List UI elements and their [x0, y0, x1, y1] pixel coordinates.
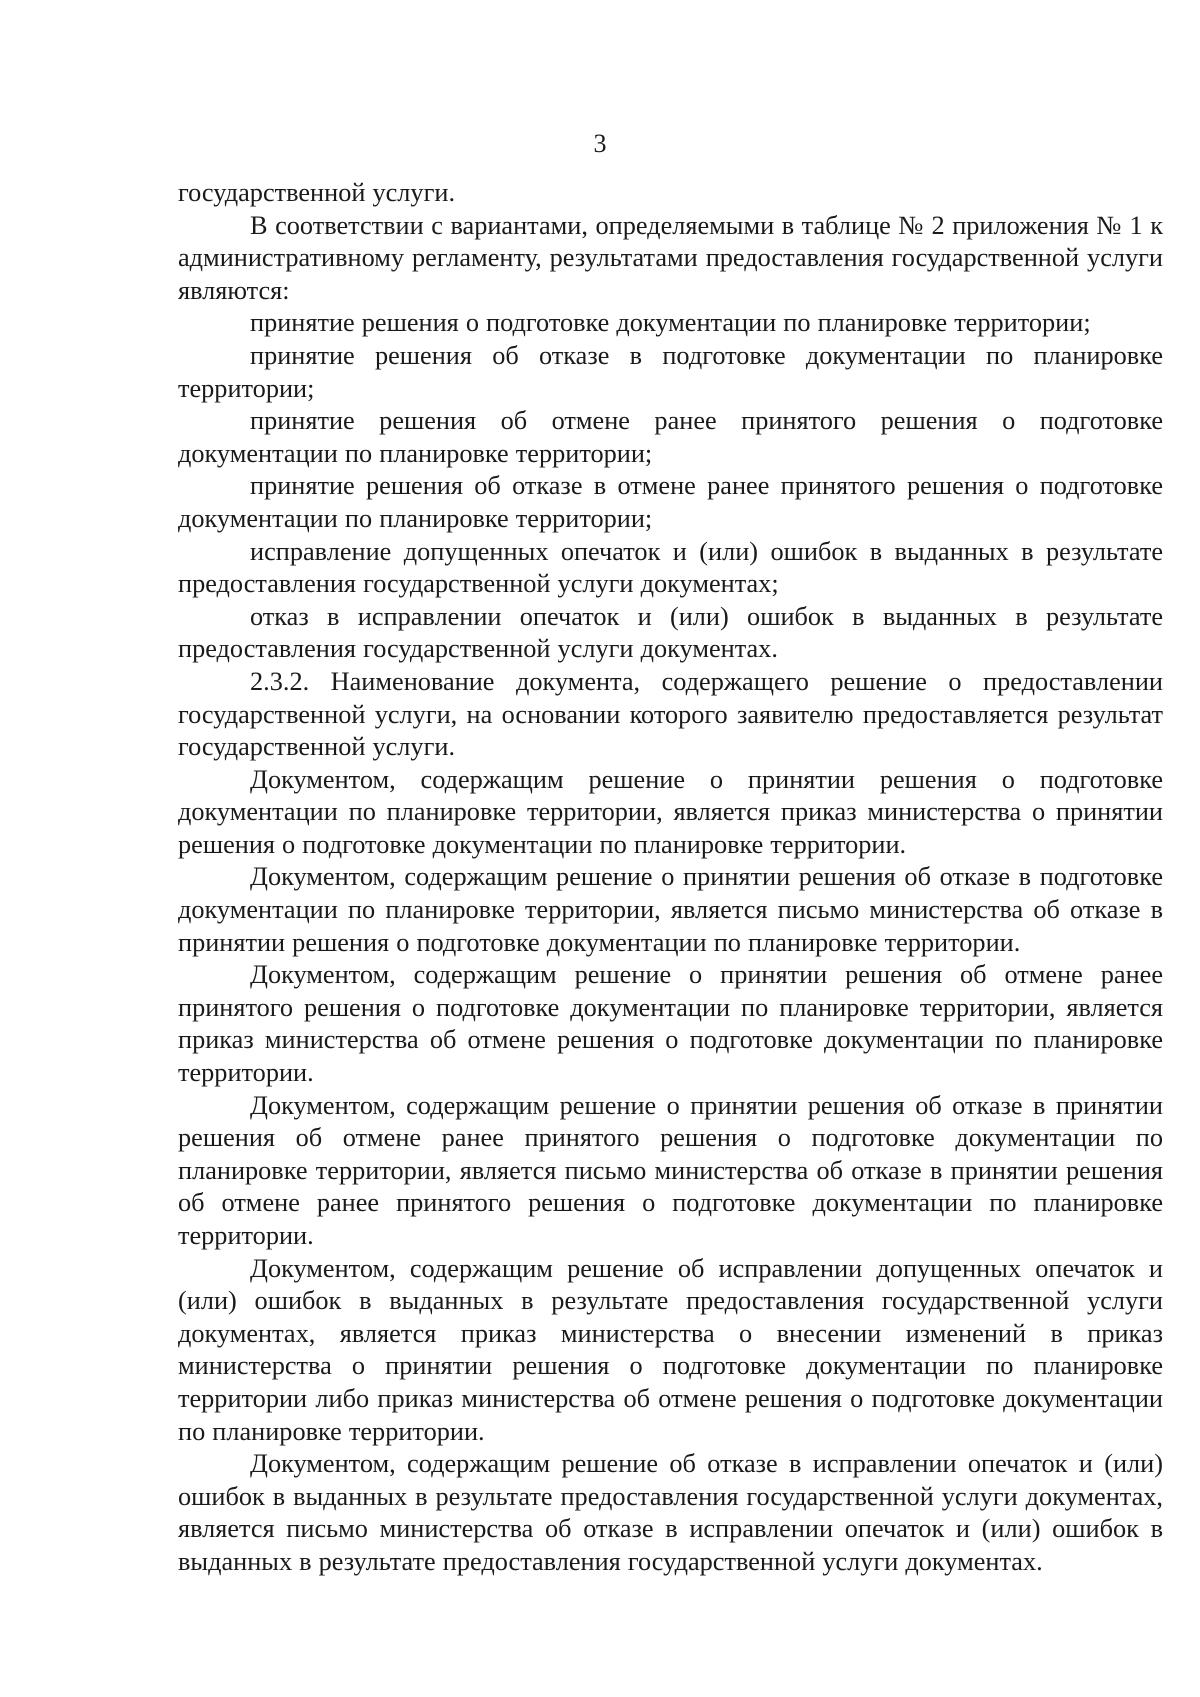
section-heading-paragraph: 2.3.2. Наименование документа, содержащего решение о предоставлении государственной услуги, на основании которого заявителю предоставляется результат государственной услуги.	[178, 666, 1163, 762]
list-item: принятие решения об отказе в подготовке документации по планировке территории;	[178, 340, 1163, 403]
list-item: отказ в исправлении опечаток и (или) ошибок в выданных в результате предоставления государственной услуги документах.	[178, 601, 1163, 664]
list-item: исправление допущенных опечаток и (или) ошибок в выданных в результате предоставления государственной услуги документах;	[178, 536, 1163, 599]
paragraph: государственной услуги.	[178, 178, 456, 207]
paragraph: Документом, содержащим решение о принятии решения об отказе в подготовке документации по планировке территории, является письмо министерства об отказе в принятии решения о подготовке документации по планировке территории.	[178, 862, 1163, 957]
paragraph: Документом, содержащим решение об отказе в исправлении опечаток и (или) ошибок в выданных в результате предоставления государственной услуги документах, является письмо министерства об отказе в исправлении опечаток и (или) ошибок в выданных в результате предоставления государственной услуги документах.	[178, 1449, 1163, 1576]
page-number: 3	[593, 129, 607, 158]
list-item: принятие решения о подготовке документации по планировке территории;	[250, 308, 1091, 338]
document-body	[178, 177, 1163, 1579]
paragraph: Документом, содержащим решение о принятии решения об отмене ранее принятого решения о подготовке документации по планировке территории, является приказ министерства об отмене решения о подготовке документации по планировке территории.	[178, 960, 1163, 1088]
list-item: принятие решения об отказе в отмене ранее принятого решения о подготовке документации по планировке территории;	[178, 471, 1163, 533]
paragraph: Документом, содержащим решение о принятии решения о подготовке документации по планировке территории, является приказ министерства о принятии решения о подготовке документации по планировке территории.	[178, 764, 1163, 859]
paragraph: Документом, содержащим решение об исправлении допущенных опечаток и (или) ошибок в выданных в результате предоставления государственной услуги документах, является приказ министерства о внесении изменений в приказ министерства о принятии решения о подготовке документации по планировке территории либо приказ министерства об отмене решения о подготовке документации по планировке территории.	[178, 1253, 1163, 1446]
paragraph: Документом, содержащим решение о принятии решения об отказе в принятии решения об отмене ранее принятого решения о подготовке документации по планировке территории, является письмо министерства об отказе в принятии решения об отмене ранее принятого решения о подготовке документации по планировке территории.	[178, 1090, 1163, 1250]
paragraph: В соответствии с вариантами, определяемыми в таблице № 2 приложения № 1 к административному регламенту, результатами предоставления государственной услуги являются:	[178, 210, 1163, 305]
list-item: принятие решения об отмене ранее принятого решения о подготовке документации по планировке территории;	[178, 406, 1163, 468]
